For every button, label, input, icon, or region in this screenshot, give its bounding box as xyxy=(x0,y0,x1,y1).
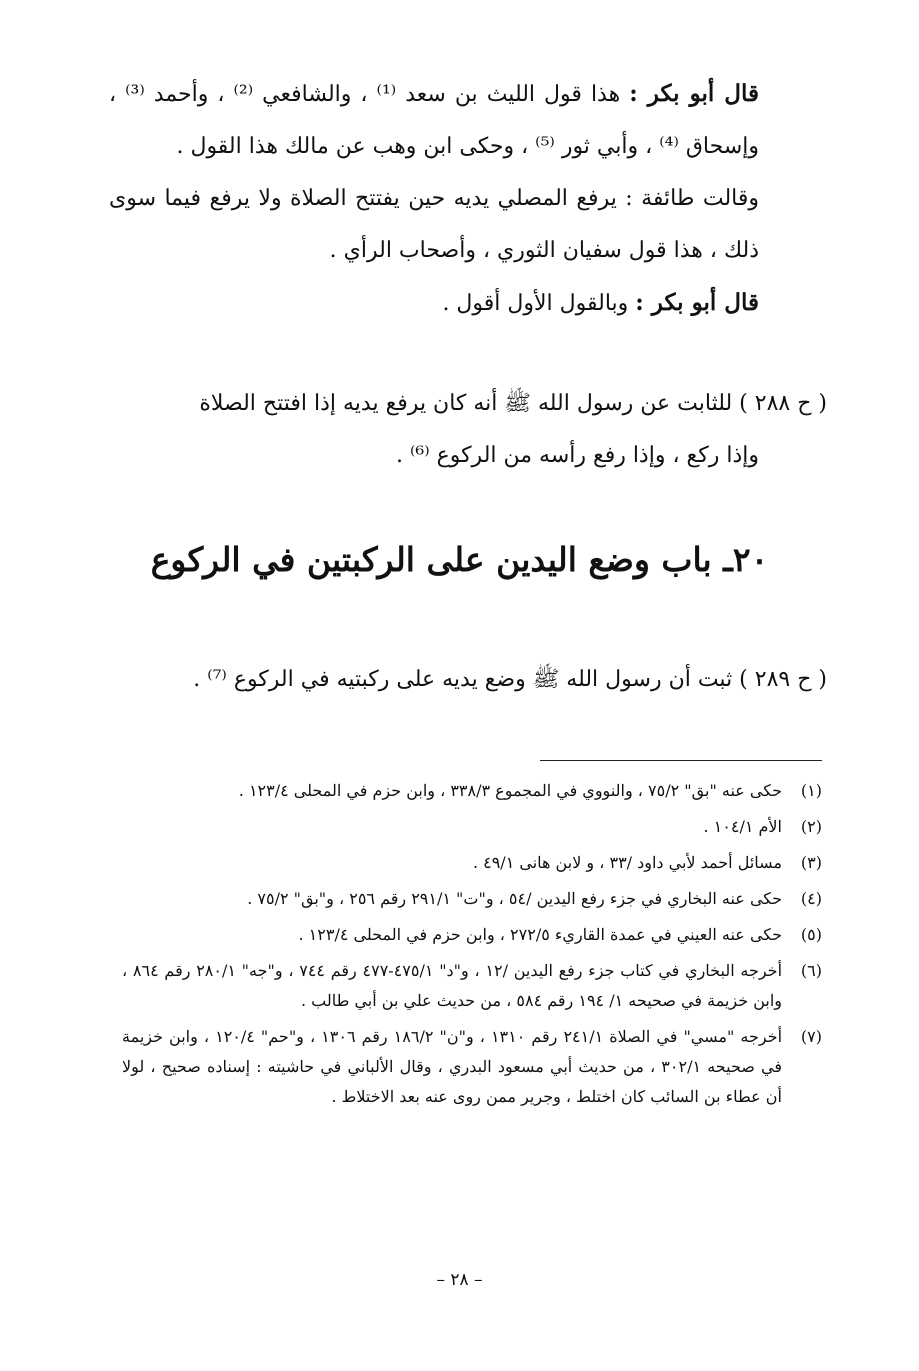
footnote xyxy=(122,776,822,806)
footnotes xyxy=(122,776,822,1118)
footnote xyxy=(122,848,822,878)
footnote-number: (١) xyxy=(800,781,822,800)
footnote-number: (٧) xyxy=(800,1027,822,1046)
footnote xyxy=(122,812,822,842)
footnote-text: حكى عنه "بق" ٧٥/٢ ، والنووي في المجموع ٣٣٨/٣ ، وابن حزم في المحلى ١٢٣/٤ . xyxy=(238,781,782,800)
hadith-289: ( ح ٢٨٩ ) ثبت أن رسول الله ﷺ وضع يديه على ركبتيه في الركوع ⁽⁷⁾ . xyxy=(193,667,827,692)
speaker-label: قال أبو بكر : xyxy=(635,289,759,316)
chapter-title: ٢٠ـ باب وضع اليدين على الركبتين في الركوع xyxy=(150,540,769,579)
footnote-text: حكى عنه العيني في عمدة القاريء ٢٧٢/٥ ، وابن حزم في المحلى ١٢٣/٤ . xyxy=(298,925,782,944)
footnote-text: أخرجه "مسي" في الصلاة ٢٤١/١ رقم ١٣١٠ ، و"ن" ١٨٦/٢ رقم ١٣٠٦ ، و"حم" ١٢٠/٤ ، وابن خزيمة في صحيحه ٣٠٢/١ ، من حديث أبي مسعود البدري ، وقال الألباني في حاشيته : إسناده صحيح ، لولا أن عطاء بن السائب كان اختلط ، وجرير ممن روى عنه بعد الاختلاط . xyxy=(122,1027,783,1106)
footnote-text: حكى عنه البخاري في جزء رفع اليدين /٥٤ ، و"ت" ٢٩١/١ رقم ٢٥٦ ، و"بق" ٧٥/٢ . xyxy=(247,889,782,908)
footnote-divider xyxy=(540,760,822,761)
footnote-number: (٢) xyxy=(800,817,822,836)
hadith-288 xyxy=(105,378,827,482)
footnote xyxy=(122,920,822,950)
footnote-text: أخرجه البخاري في كتاب جزء رفع اليدين /١٢ ، و"د" ٤٧٥/١-٤٧٧ رقم ٧٤٤ ، و"جه" ٢٨٠/١ رقم ٨٦٤ ، وابن خزيمة في صحيحه ١/ ١٩٤ رقم ٥٨٤ ، من حديث علي بن أبي طالب . xyxy=(122,961,783,1010)
footnote-number: (٤) xyxy=(800,889,822,908)
main-text xyxy=(109,68,759,330)
paragraph-1 xyxy=(109,68,759,173)
hadith-line: وإذا ركع ، وإذا رفع رأسه من الركوع ⁽⁶⁾ . xyxy=(395,443,759,468)
footnote-text: الأم ١٠٤/١ . xyxy=(703,817,782,836)
footnote-number: (٥) xyxy=(800,925,822,944)
footnote xyxy=(122,956,822,1016)
footnote xyxy=(122,1022,822,1112)
hadith-line: ( ح ٢٨٨ ) للثابت عن رسول الله ﷺ أنه كان يرفع يديه إذا افتتح الصلاة xyxy=(199,391,827,416)
speaker-label: قال أبو بكر : xyxy=(629,80,759,107)
paragraph-text: وبالقول الأول أقول . xyxy=(442,291,629,316)
footnote xyxy=(122,884,822,914)
paragraph-text: هذا قول الليث بن سعد ⁽¹⁾ ، والشافعي ⁽²⁾ ، وأحمد ⁽³⁾ ، وإسحاق ⁽⁴⁾ ، وأبي ثور ⁽⁵⁾ ، وحكى ابن وهب عن مالك هذا القول . xyxy=(109,82,759,159)
footnote-number: (٦) xyxy=(800,961,822,980)
footnote-number: (٣) xyxy=(800,853,822,872)
page-number: – ٢٨ – xyxy=(436,1270,483,1290)
paragraph-text: وقالت طائفة : يرفع المصلي يديه حين يفتتح الصلاة ولا يرفع فيما سوى ذلك ، هذا قول سفيان الثوري ، وأصحاب الرأي . xyxy=(109,186,759,263)
footnote-text: مسائل أحمد لأبي داود /٣٣ ، و لابن هانى ٤٩/١ . xyxy=(472,853,782,872)
paragraph-2 xyxy=(109,173,759,277)
paragraph-3 xyxy=(109,277,759,330)
